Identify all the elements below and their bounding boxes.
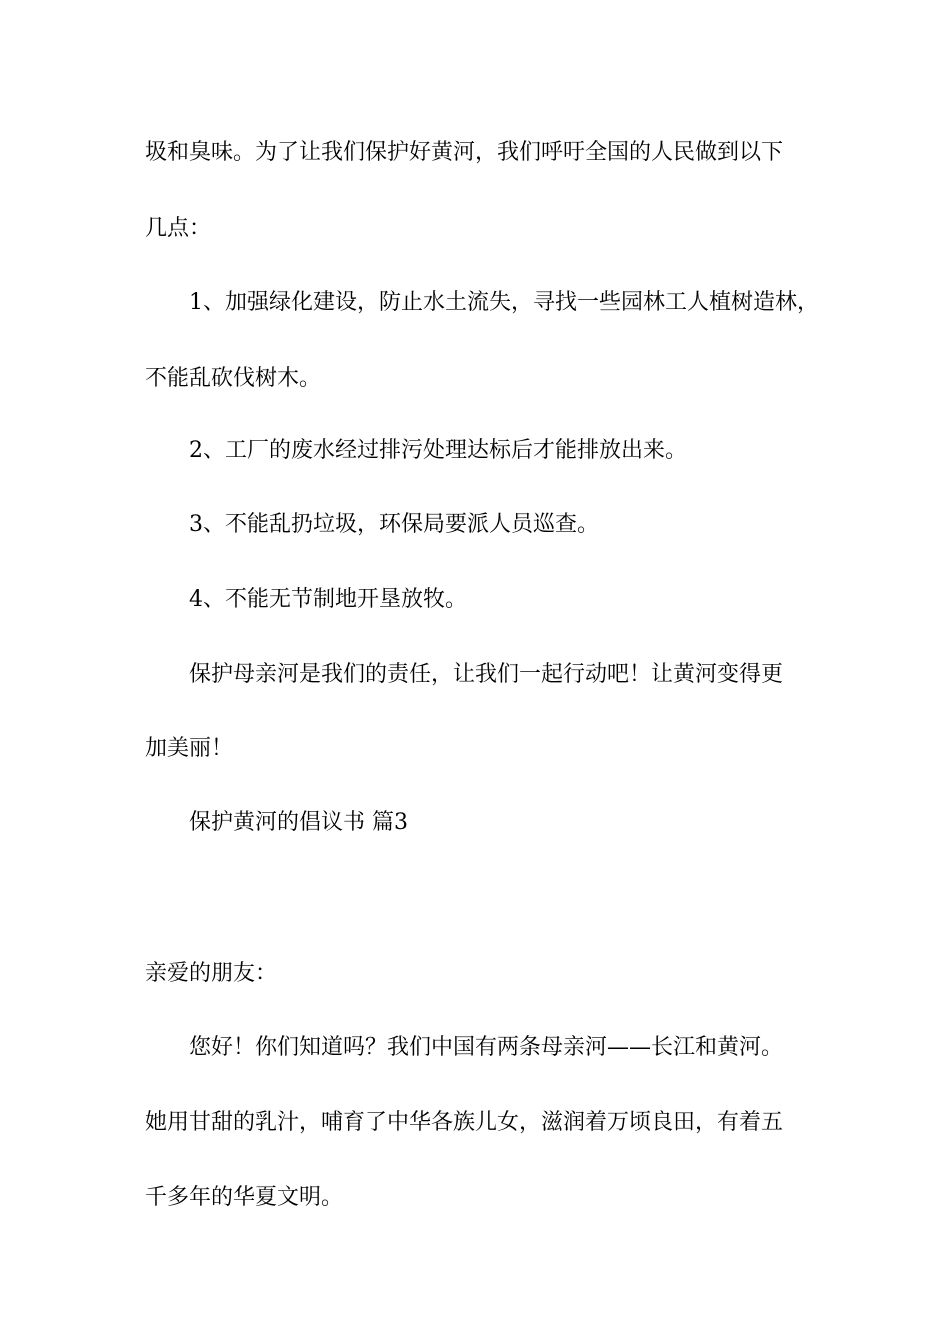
paragraph-line: 几点： [145,216,212,241]
paragraph-line: 不能乱砍伐树木。 [145,366,322,391]
salutation: 亲爱的朋友： [145,961,278,986]
list-item-2: 2、工厂的废水经过排污处理达标后才能排放出来。 [189,438,687,463]
paragraph-line: 保护母亲河是我们的责任，让我们一起行动吧！让黄河变得更 [189,662,784,687]
paragraph-line: 圾和臭味。为了让我们保护好黄河，我们呼吁全国的人民做到以下 [145,140,784,165]
paragraph-line: 她用甘甜的乳汁，哺育了中华各族儿女，滋润着万顷良田，有着五 [145,1110,784,1135]
list-item-3: 3、不能乱扔垃圾，环保局要派人员巡查。 [189,512,599,537]
paragraph-line: 加美丽！ [145,736,234,761]
section-heading: 保护黄河的倡议书 篇3 [189,810,408,835]
paragraph-line: 您好！你们知道吗？我们中国有两条母亲河——长江和黄河。 [189,1035,784,1060]
list-item-4: 4、不能无节制地开垦放牧。 [189,587,467,612]
paragraph-line: 千多年的华夏文明。 [145,1185,344,1210]
list-item-1: 1、加强绿化建设，防止水土流失，寻找一些园林工人植树造林， [189,290,819,315]
